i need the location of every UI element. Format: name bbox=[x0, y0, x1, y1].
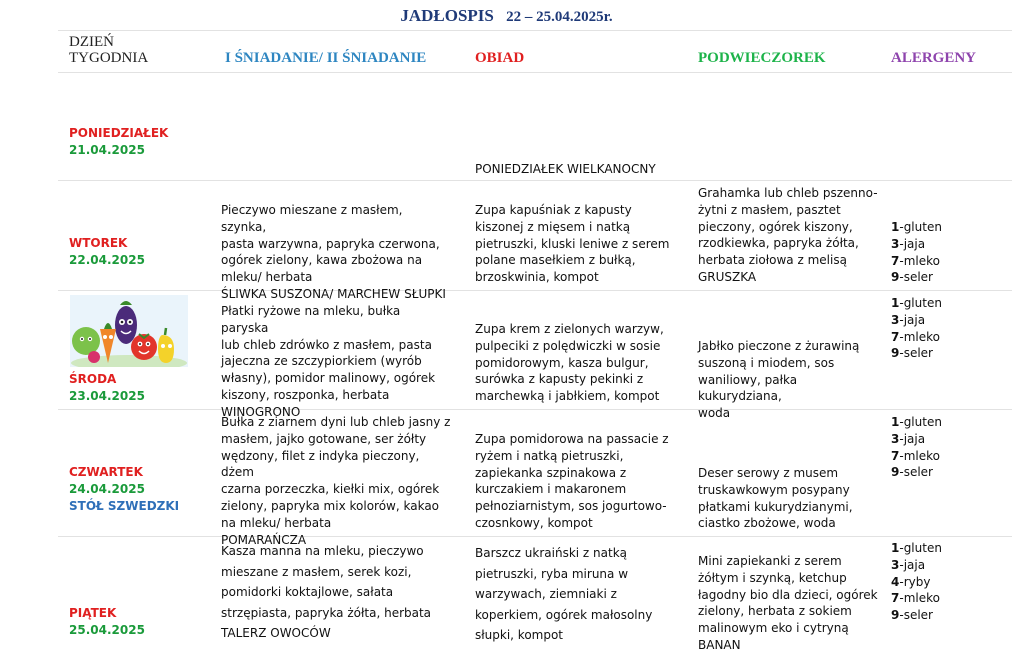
obiad-line: Barszcz ukraiński z natką bbox=[475, 546, 627, 560]
header-obiad: OBIAD bbox=[475, 50, 525, 66]
divider bbox=[58, 536, 1012, 537]
day-date: 25.04.2025 bbox=[69, 623, 145, 637]
sniadanie-line: POMARAŃCZA bbox=[221, 532, 307, 547]
obiad-line: pietruszki, ryba miruna w bbox=[475, 566, 629, 581]
sniadanie-line: mleku/ herbata bbox=[221, 270, 313, 285]
sniadanie-cell bbox=[221, 202, 451, 303]
obiad-line: kiszonej z mięsem i natką bbox=[475, 219, 631, 234]
title-main: JADŁOSPIS bbox=[400, 6, 494, 25]
day-date: 24.04.2025 bbox=[69, 482, 145, 496]
obiad-cell bbox=[475, 431, 675, 532]
allergen-item: 9-seler bbox=[891, 346, 933, 361]
sniadanie-cell bbox=[221, 303, 451, 421]
podwieczorek-line: BANAN bbox=[698, 637, 741, 652]
allergen-item: 1-gluten bbox=[891, 415, 942, 429]
podwieczorek-line: herbata ziołowa z melisą bbox=[698, 253, 847, 268]
podwieczorek-line: Grahamka lub chleb pszenno- bbox=[698, 186, 878, 200]
allergen-item: 9-seler bbox=[891, 465, 933, 480]
allergen-item: 3-jaja bbox=[891, 557, 926, 572]
sniadanie-line: ogórek zielony, kawa zbożowa na bbox=[221, 253, 423, 268]
sniadanie-line: strzępiasta, papryka żółta, herbata bbox=[221, 605, 432, 620]
allergen-item: 7-mleko bbox=[891, 448, 940, 463]
day-date: 21.04.2025 bbox=[69, 143, 145, 157]
alergeny-cell bbox=[891, 414, 991, 481]
sniadanie-line: czarna porzeczka, kiełki mix, ogórek bbox=[221, 482, 440, 497]
podwieczorek-line: żółtym i szynką, ketchup bbox=[698, 570, 847, 585]
podwieczorek-line: zielony, herbata z sokiem bbox=[698, 604, 852, 619]
vegetables-illustration bbox=[70, 295, 188, 367]
obiad-cell bbox=[475, 321, 675, 405]
header-podwieczorek: PODWIECZOREK bbox=[698, 50, 826, 66]
divider bbox=[58, 72, 1012, 73]
obiad-line: marchewką i jabłkiem, kompot bbox=[475, 389, 660, 404]
obiad-line: Zupa krem z zielonych warzyw, bbox=[475, 322, 664, 336]
header-day bbox=[69, 34, 148, 66]
sniadanie-line: pomidorki koktajlowe, sałata bbox=[221, 585, 394, 599]
obiad-line: PONIEDZIAŁEK WIELKANOCNY bbox=[475, 162, 656, 176]
podwieczorek-line: waniliowy, pałka kukurydziana, bbox=[698, 372, 798, 404]
allergen-item: 9-seler bbox=[891, 608, 933, 623]
podwieczorek-line: GRUSZKA bbox=[698, 269, 757, 284]
day-name: PONIEDZIAŁEK bbox=[69, 126, 169, 140]
allergen-item: 1-gluten bbox=[891, 541, 942, 555]
podwieczorek-line: rzodkiewka, papryka żółta, bbox=[698, 236, 859, 251]
obiad-line: koperkiem, ogórek małosolny bbox=[475, 607, 653, 622]
obiad-line: Zupa kapuśniak z kapusty bbox=[475, 203, 632, 217]
header-day-line1: DZIEŃ bbox=[69, 34, 114, 50]
sniadanie-line: TALERZ OWOCÓW bbox=[221, 626, 331, 640]
podwieczorek-line: Deser serowy z musem bbox=[698, 466, 839, 480]
day-label-wtorek bbox=[69, 235, 145, 269]
podwieczorek-line: Jabłko pieczone z żurawiną bbox=[698, 339, 860, 353]
obiad-cell bbox=[475, 161, 675, 178]
allergen-item: 7-mleko bbox=[891, 329, 940, 344]
obiad-line: zapiekanka szpinakowa z bbox=[475, 465, 627, 480]
podwieczorek-cell bbox=[698, 465, 883, 532]
sniadanie-line: Bułka z ziarnem dyni lub chleb jasny z bbox=[221, 415, 451, 429]
obiad-cell bbox=[475, 202, 675, 286]
day-date: 23.04.2025 bbox=[69, 389, 145, 403]
header-day-line2: TYGODNIA bbox=[69, 50, 149, 66]
day-name: WTOREK bbox=[69, 236, 128, 250]
podwieczorek-line: woda bbox=[698, 406, 731, 421]
obiad-line: czosnkowy, kompot bbox=[475, 515, 593, 530]
alergeny-cell bbox=[891, 219, 991, 286]
sniadanie-line: Pieczywo mieszane z masłem, szynka, bbox=[221, 203, 403, 234]
obiad-line: surówka z kapusty pekinki z bbox=[475, 372, 644, 387]
divider bbox=[58, 290, 1012, 291]
sniadanie-line: kiszony, roszponka, herbata bbox=[221, 387, 390, 402]
sniadanie-line: własny), pomidor malinowy, ogórek bbox=[221, 371, 436, 386]
divider bbox=[58, 30, 1012, 31]
obiad-line: kurczakiem i makaronem bbox=[475, 482, 627, 497]
podwieczorek-cell bbox=[698, 553, 883, 654]
sniadanie-line: Kasza manna na mleku, pieczywo bbox=[221, 544, 424, 558]
sniadanie-line: zielony, papryka mix kolorów, kakao bbox=[221, 498, 440, 513]
divider bbox=[58, 180, 1012, 181]
sniadanie-line: ŚLIWKA SUSZONA/ MARCHEW SŁUPKI bbox=[221, 286, 446, 301]
day-label-czwartek bbox=[69, 464, 179, 515]
header-sniadanie: I ŚNIADANIE/ II ŚNIADANIE bbox=[225, 50, 427, 66]
podwieczorek-line: płatkami kukurydzianymi, bbox=[698, 499, 853, 514]
sniadanie-line: wędzony, filet z indyka pieczony, dżem bbox=[221, 448, 420, 480]
header-alergeny: ALERGENY bbox=[891, 50, 977, 66]
podwieczorek-cell bbox=[698, 338, 883, 422]
podwieczorek-line: malinowym eko i cytryną bbox=[698, 621, 849, 636]
podwieczorek-line: pieczony, ogórek kiszony, bbox=[698, 219, 853, 234]
sniadanie-line: lub chleb zdrówko z masłem, pasta bbox=[221, 337, 432, 352]
obiad-line: pełnoziarnistym, sos jogurtowo- bbox=[475, 499, 667, 514]
day-name: PIĄTEK bbox=[69, 606, 117, 620]
allergen-item: 3-jaja bbox=[891, 312, 926, 327]
podwieczorek-line: żytni z masłem, pasztet bbox=[698, 202, 841, 217]
podwieczorek-line: ciastko zbożowe, woda bbox=[698, 516, 836, 531]
allergen-item: 7-mleko bbox=[891, 253, 940, 268]
sniadanie-line: pasta warzywna, papryka czerwona, bbox=[221, 236, 440, 251]
alergeny-cell bbox=[891, 295, 991, 362]
day-label-sroda bbox=[69, 371, 145, 405]
day-name: ŚRODA bbox=[69, 372, 117, 386]
day-name: CZWARTEK bbox=[69, 465, 143, 479]
podwieczorek-line: Mini zapiekanki z serem bbox=[698, 554, 842, 568]
day-label-poniedzialek bbox=[69, 125, 168, 159]
podwieczorek-line: suszoną i miodem, sos bbox=[698, 355, 835, 370]
alergeny-cell bbox=[891, 540, 991, 624]
obiad-cell bbox=[475, 543, 675, 646]
allergen-item: 3-jaja bbox=[891, 236, 926, 251]
obiad-line: Zupa pomidorowa na passacie z bbox=[475, 432, 669, 446]
day-label-piatek bbox=[69, 605, 145, 639]
sniadanie-line: na mleku/ herbata bbox=[221, 515, 332, 530]
obiad-line: pomidorowym, kasza bulgur, bbox=[475, 355, 649, 370]
obiad-line: warzywach, ziemniaki z bbox=[475, 587, 617, 601]
allergen-item: 3-jaja bbox=[891, 431, 926, 446]
allergen-item: 7-mleko bbox=[891, 591, 940, 606]
title-dates: 22 – 25.04.2025r. bbox=[506, 9, 613, 25]
obiad-line: pietruszki, kluski leniwe z serem bbox=[475, 236, 670, 251]
menu-title bbox=[0, 6, 1013, 26]
obiad-line: pulpeciki z polędwiczki w sosie bbox=[475, 338, 661, 353]
swedish-table-label: STÓŁ SZWEDZKI bbox=[69, 499, 180, 513]
obiad-line: polane masełkiem z bułką, bbox=[475, 253, 636, 268]
sniadanie-line: mieszane z masłem, serek kozi, bbox=[221, 564, 412, 579]
sniadanie-cell bbox=[221, 414, 451, 548]
obiad-line: słupki, kompot bbox=[475, 628, 564, 642]
sniadanie-line: jajeczna ze szczypiorkiem (wyrób bbox=[221, 354, 422, 369]
podwieczorek-line: łagodny bio dla dzieci, ogórek bbox=[698, 587, 878, 602]
obiad-line: brzoskwinia, kompot bbox=[475, 270, 599, 285]
sniadanie-line: WINOGRONO bbox=[221, 404, 301, 419]
allergen-item: 9-seler bbox=[891, 270, 933, 285]
sniadanie-line: masłem, jajko gotowane, ser żółty bbox=[221, 431, 427, 446]
sniadanie-line: Płatki ryżowe na mleku, bułka paryska bbox=[221, 304, 401, 335]
obiad-line: ryżem i natką pietruszki, bbox=[475, 448, 624, 463]
allergen-item: 1-gluten bbox=[891, 296, 942, 310]
podwieczorek-line: truskawkowym posypany bbox=[698, 482, 850, 497]
allergen-item: 4-ryby bbox=[891, 574, 931, 589]
allergen-item: 1-gluten bbox=[891, 220, 942, 234]
day-date: 22.04.2025 bbox=[69, 253, 145, 267]
podwieczorek-cell bbox=[698, 185, 883, 286]
sniadanie-cell bbox=[221, 541, 451, 644]
